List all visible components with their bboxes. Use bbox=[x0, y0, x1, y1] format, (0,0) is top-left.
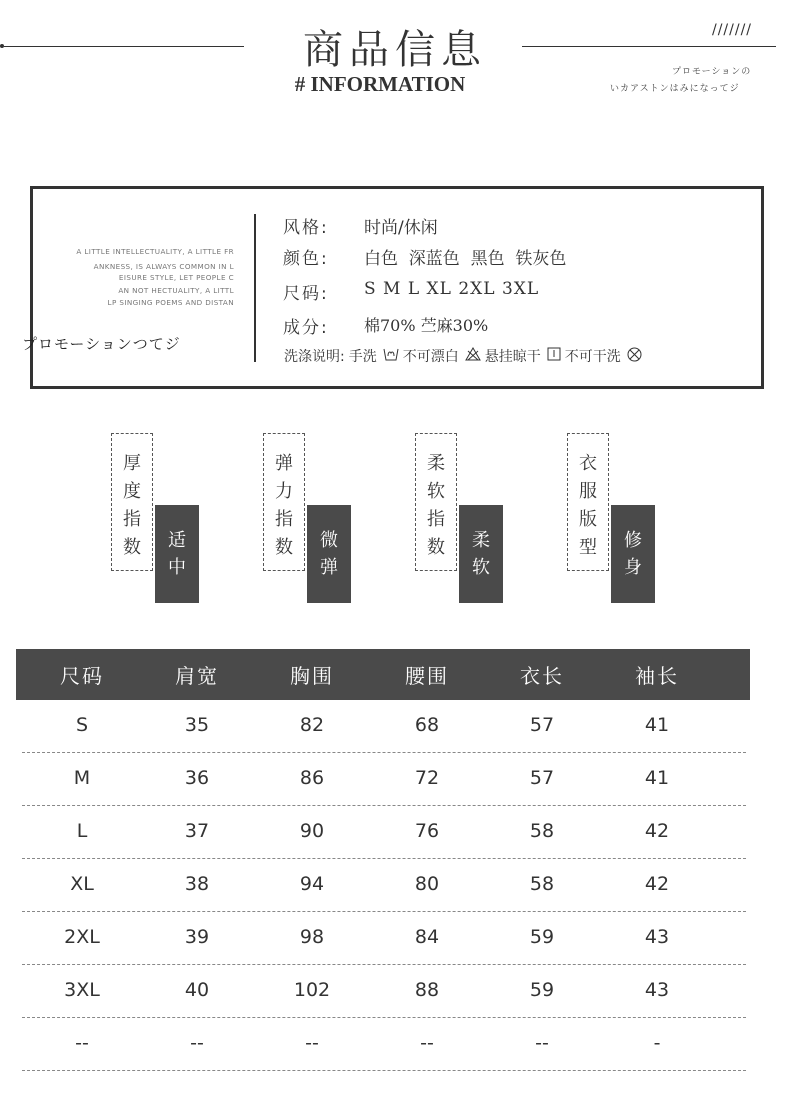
table-cell-chest: 90 bbox=[299, 820, 325, 842]
table-cell-size: S bbox=[75, 714, 89, 736]
fit-type-label: 衣服版型 bbox=[579, 453, 597, 558]
lorem-line: A LITTLE INTELLECTUALITY, A LITTLE FR bbox=[76, 247, 234, 256]
lorem-line: LP SINGING POEMS AND DISTAN bbox=[107, 298, 234, 307]
table-cell-chest: 102 bbox=[293, 979, 331, 1001]
table-cell-waist: 76 bbox=[414, 820, 440, 842]
care-item: 不可干洗 bbox=[564, 349, 621, 365]
table-cell-length: 57 bbox=[529, 714, 555, 736]
fit-type-value: 修身 bbox=[611, 505, 655, 603]
size-value: S M L XL 2XL 3XL bbox=[364, 279, 540, 299]
elasticity-index-value: 微弹 bbox=[307, 505, 351, 603]
hand-wash-icon bbox=[383, 347, 399, 365]
table-cell-waist: 80 bbox=[414, 873, 440, 895]
care-instructions bbox=[284, 346, 646, 366]
color-label: 颜色: bbox=[283, 249, 329, 269]
table-cell-size: L bbox=[76, 820, 88, 842]
table-cell-length: 58 bbox=[529, 820, 555, 842]
table-cell-shoulder: 40 bbox=[184, 979, 210, 1001]
table-cell-waist: 88 bbox=[414, 979, 440, 1001]
softness-index-label: 柔软指数 bbox=[427, 453, 445, 558]
lorem-line: ANKNESS, IS ALWAYS COMMON IN L bbox=[93, 262, 234, 271]
hang-dry-icon bbox=[547, 347, 561, 365]
header-length: 衣长 bbox=[520, 664, 564, 688]
table-cell-length: 57 bbox=[529, 767, 555, 789]
table-cell-sleeve: - bbox=[653, 1032, 661, 1054]
header-shoulder: 肩宽 bbox=[175, 664, 219, 688]
table-cell-chest: 82 bbox=[299, 714, 325, 736]
table-cell-size: -- bbox=[75, 1032, 89, 1054]
table-cell-shoulder: 37 bbox=[184, 820, 210, 842]
table-cell-waist: 84 bbox=[414, 926, 440, 948]
table-cell-size: 3XL bbox=[64, 979, 100, 1001]
size-label: 尺码: bbox=[283, 284, 329, 304]
page-subtitle: # INFORMATION bbox=[294, 72, 466, 96]
header-waist: 腰围 bbox=[405, 664, 449, 688]
table-row-divider bbox=[22, 858, 746, 859]
table-cell-waist: 68 bbox=[414, 714, 440, 736]
style-value: 时尚/休闲 bbox=[364, 218, 438, 238]
style-label: 风格: bbox=[283, 218, 329, 238]
info-divider bbox=[254, 214, 256, 362]
table-cell-sleeve: 41 bbox=[644, 767, 670, 789]
table-cell-length: 59 bbox=[529, 926, 555, 948]
table-row-divider bbox=[22, 911, 746, 912]
no-dry-clean-icon bbox=[627, 347, 642, 366]
table-cell-shoulder: 35 bbox=[184, 714, 210, 736]
elasticity-index-label: 弹力指数 bbox=[275, 453, 293, 558]
material-label: 成分: bbox=[283, 318, 329, 338]
header-slashes: /////// bbox=[712, 22, 753, 38]
header-sleeve: 袖长 bbox=[635, 664, 679, 688]
thickness-index-label: 厚度指数 bbox=[123, 453, 141, 558]
table-cell-length: -- bbox=[535, 1032, 549, 1054]
table-cell-waist: -- bbox=[420, 1032, 434, 1054]
table-cell-sleeve: 43 bbox=[644, 979, 670, 1001]
table-cell-size: XL bbox=[70, 873, 94, 895]
lorem-line: EISURE STYLE, LET PEOPLE C bbox=[118, 273, 234, 282]
table-cell-chest: -- bbox=[305, 1032, 319, 1054]
care-label: 洗涤说明: bbox=[284, 349, 345, 365]
table-cell-length: 59 bbox=[529, 979, 555, 1001]
table-row-divider bbox=[22, 964, 746, 965]
table-cell-shoulder: -- bbox=[190, 1032, 204, 1054]
table-cell-waist: 72 bbox=[414, 767, 440, 789]
care-item: 不可漂白 bbox=[402, 349, 459, 365]
page-title: 商品信息 bbox=[303, 27, 487, 73]
table-cell-size: M bbox=[73, 767, 91, 789]
header-jp-line1: プロモーションの bbox=[672, 67, 752, 77]
table-cell-sleeve: 41 bbox=[644, 714, 670, 736]
table-row-divider bbox=[22, 752, 746, 753]
no-bleach-icon bbox=[465, 347, 481, 365]
table-cell-sleeve: 42 bbox=[644, 820, 670, 842]
table-cell-sleeve: 42 bbox=[644, 873, 670, 895]
softness-index-value: 柔软 bbox=[459, 505, 503, 603]
header-jp-line2: いカアストンはみになってジ bbox=[610, 84, 740, 94]
table-cell-length: 58 bbox=[529, 873, 555, 895]
table-cell-chest: 86 bbox=[299, 767, 325, 789]
material-value: 棉70% 苎麻30% bbox=[364, 316, 489, 335]
table-cell-chest: 94 bbox=[299, 873, 325, 895]
thickness-index-value: 适中 bbox=[155, 505, 199, 603]
lorem-line: AN NOT HECTUALITY, A LITTL bbox=[118, 286, 234, 295]
table-cell-shoulder: 39 bbox=[184, 926, 210, 948]
table-cell-chest: 98 bbox=[299, 926, 325, 948]
table-row-divider bbox=[22, 1017, 746, 1018]
table-cell-shoulder: 38 bbox=[184, 873, 210, 895]
table-row-divider bbox=[22, 1070, 746, 1071]
table-cell-shoulder: 36 bbox=[184, 767, 210, 789]
color-value: 白色 深蓝色 黑色 铁灰色 bbox=[364, 249, 567, 269]
promo-text: プロモーションつてジ bbox=[22, 335, 181, 353]
header-chest: 胸围 bbox=[290, 664, 334, 688]
table-row-divider bbox=[22, 805, 746, 806]
table-cell-sleeve: 43 bbox=[644, 926, 670, 948]
care-item: 悬挂晾干 bbox=[484, 349, 541, 365]
table-cell-size: 2XL bbox=[64, 926, 100, 948]
care-item: 手洗 bbox=[348, 349, 377, 365]
header-size: 尺码 bbox=[60, 664, 104, 688]
